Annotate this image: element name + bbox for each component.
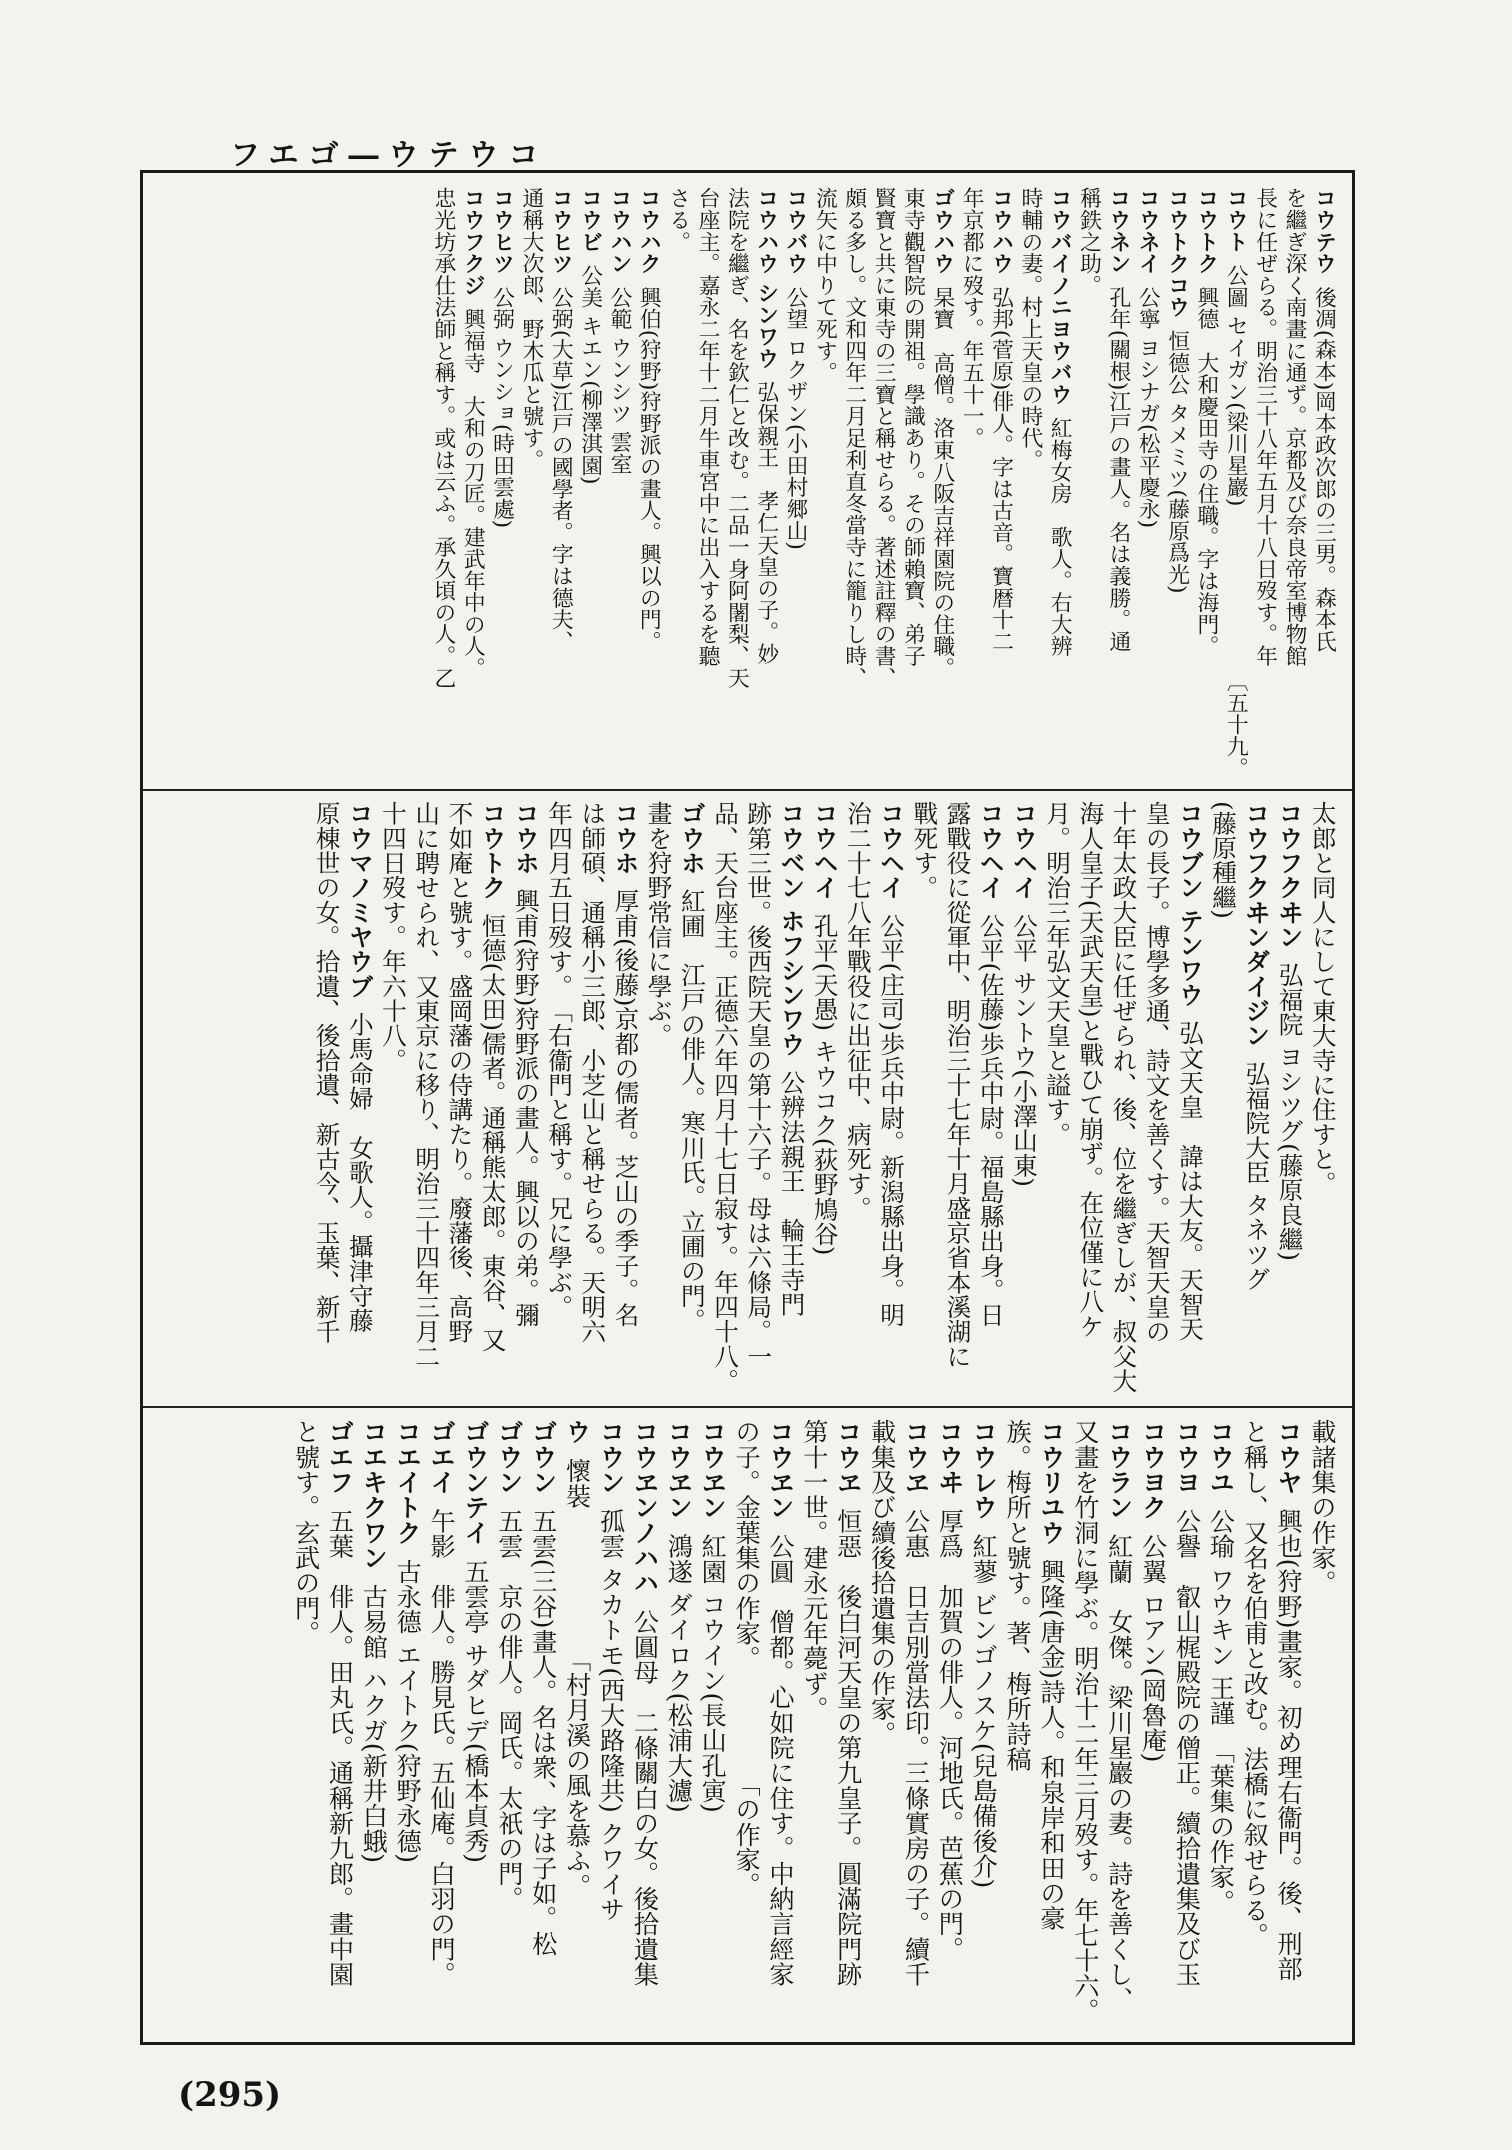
entry-text: 長に任ぜらる。明治三十八年五月十八日歿す。年 [1252,187,1278,667]
entry-column [389,1419,423,2004]
entry-text: 載集及び續後拾遺集の作家。 [866,1419,896,1747]
entry-text: 皇の長子。博學多通、詩文を善くす。天智天皇の [1141,801,1171,1344]
running-head: フエゴ―ウテウコ [230,138,549,173]
entry-headword: コウテウ [1311,187,1337,275]
entry-column [873,801,906,1363]
entry-headword: コウヱ [900,1419,930,1495]
entry-column [428,187,457,689]
entry-column [1162,187,1191,683]
entry-column [728,1419,762,2004]
entry-column [575,187,604,683]
entry-column [288,1419,322,2004]
entry-text: 露戰役に從軍中、明治三十七年十月盛京省本溪湖に [942,801,971,1369]
entry-headword: コウヱンノハハ [629,1419,659,1596]
entry-headword: コエイトク [392,1419,422,1545]
entry-column [356,1419,390,2004]
entry-text: 畫を狩野常信に學ぶ。 [643,801,672,1048]
entry-text: 時輔の妻。村上天皇の時代。 [1017,187,1043,471]
entry-column [973,801,1006,1363]
entry-text: 流矢に中りて死す。 [812,187,838,384]
entry-text: 賢寶と共に東寺の三寶と稱せらる。著述註釋の書、 [870,187,897,689]
entry-text: 載諸集の作家。 [1307,1419,1337,1596]
entry-text: 公圖 セイガン(梁川星巖) 〔五十九。 [1223,264,1249,779]
entry-column [516,187,545,683]
entry-text: 公譽 叡山梶殿院の僧正。續拾遺集及び玉 [1171,1508,1201,1987]
entry-column [375,801,408,1363]
entry-column [1033,1419,1067,2004]
entry-text: 族。梅所と號す。著、梅所詩稿 [1002,1419,1032,1772]
entry-column [906,801,939,1363]
entry-text: 恒德(太田)儒者。通稱熊太郎。東谷、又 [477,913,506,1352]
entry-column [525,1419,559,2004]
entry-column [1133,187,1162,683]
entry-column [807,801,840,1363]
entry-headword: コウヘイ [1008,801,1038,900]
band-divider [143,789,1352,791]
entry-text: 原棟世の女。拾遺、後拾遺、新古今、玉葉、新千 [311,801,340,1344]
entry-text: 厚甫(後藤)京都の儒者。芝山の季子。名 [610,888,639,1328]
entry-column [927,187,956,683]
entry-column [322,1419,356,2004]
entry-text: 弘邦(菅原)俳人。字は古音。寶暦十二 [988,286,1014,653]
entry-column [898,1419,932,2004]
entry-text: 十年太政大臣に任ぜられ、後、位を繼ぎしが、叔父大 [1108,801,1137,1393]
entry-column [309,801,342,1363]
entry-column [1074,187,1103,683]
entry-text: 太郎と同人にして東大寺に住すと。 [1307,801,1337,1196]
entry-headword: コウベン ホフシンワウ [776,801,805,1057]
entry-column [796,1419,830,2004]
entry-column [1106,801,1139,1393]
entry-column [940,801,973,1369]
entry-headword: コウヒツ [548,187,574,275]
entry-column [1272,801,1305,1363]
entry-column [607,801,640,1363]
entry-column [1039,801,1072,1363]
entry-text: 紅蘭 女傑。梁川星巖の妻。詩を善くし、 [1103,1533,1133,2012]
entry-headword: コウブン テンワウ [1174,801,1204,1007]
entry-text: 公圓母 二條關白の女。後拾遺集 [629,1608,659,1987]
entry-text: 台座主。嘉永二年十二月牛車宮中に出入するを聽 [694,187,721,667]
entry-text: 興伯(狩野)狩野派の畫人。興以の門。 [636,286,662,653]
entry-text: 恒德公 タメミツ(藤原爲光) [1164,329,1190,594]
entry-text: 通稱大次郎、野木瓜と號す。 [518,187,544,471]
middle-band-text [309,801,1338,1393]
entry-text: 興福寺 大和の刀匠。建武年中の人。 [460,307,486,679]
entry-text: 興甫(狩野)狩野派の畫人。興以の弟。彌 [510,888,540,1328]
entry-text: 鴻遂 ダイロク(松浦大濾) [663,1533,693,1813]
entry-column [780,187,809,683]
entry-text: 孔年(關根)江戸の畫人。名は義勝。通 [1105,286,1131,653]
entry-column [574,801,607,1363]
entry-headword: コウヨク [1137,1419,1167,1520]
entry-column [1202,1419,1236,2004]
entry-text: 又畫を竹洞に學ぶ。明治十二年三月歿す。年七十六。 [1069,1419,1099,2023]
entry-headword: コウハン [606,187,632,275]
entry-headword: コウリユウ [1036,1419,1066,1545]
entry-headword: コウレウ [968,1419,998,1520]
entry-text: 興也(狩野)畫家。初め理右衞門。後、刑部 [1273,1508,1303,1981]
entry-headword: コウヘイ [875,801,905,900]
entry-column [342,801,375,1363]
entry-column [641,801,674,1363]
entry-headword: コウホ [610,801,639,875]
entry-text: 後凋(森本)岡本政次郎の三男。森本氏 [1311,286,1337,653]
entry-column [1072,801,1105,1363]
entry-text: 十四日歿す。年六十八。 [377,801,407,1073]
entry-text: 午影 俳人。勝見氏。五仙庵。白羽の門。 [426,1508,456,1987]
entry-headword: コウネイ [1135,187,1161,275]
entry-headword: コウヒツ [489,187,515,275]
entry-text: 五葉 俳人。田丸氏。通稱新九郎。畫中園 [324,1508,354,1987]
entry-column [663,187,692,683]
entry-text: 山に聘せられ、又東京に移り、明治三十四年三月二 [411,801,440,1369]
entry-column [774,801,807,1363]
entry-headword: コウハウ シンワウ [753,187,779,370]
entry-text: 厚爲 加賀の俳人。河地氏。芭蕉の門。 [934,1508,964,1962]
entry-headword: コウトク [477,801,506,900]
entry-column [634,187,663,683]
entry-text: 弘福院大臣 タネツグ [1241,1061,1270,1292]
entry-text: 年京都に歿す。年五十一。 [958,187,985,449]
entry-column [475,801,508,1363]
entry-column [604,187,633,683]
entry-text: 公弼 ウンショ(時田雲處) [489,286,515,529]
entry-column [593,1419,627,2004]
entry-text: さる。 [665,187,691,253]
entry-text: 公望 ロクザン(小田村郷山) [782,286,809,550]
entry-column [1279,187,1308,683]
entry-text: と稱し、又名を伯甫と改む。法橋に叙せらる。 [1239,1419,1269,1948]
entry-column [722,187,751,689]
entry-column [830,1419,864,2004]
entry-text: 孤雲 タカトモ(西大路隆共) クワイサ [595,1508,625,1922]
entry-headword: ゴウン [493,1419,523,1495]
entry-headword: コウビ [577,187,603,253]
entry-column [810,187,839,683]
entry-text: 治二十七八年戰役に出征中、病死す。 [842,801,872,1221]
entry-column [491,1419,525,2004]
entry-column [457,1419,491,2004]
entry-column [408,801,441,1369]
page-number: (295) [178,2075,282,2115]
entry-text: 第十一世。建永元年薨ず。 [798,1419,828,1721]
entry-headword: コウバイノニヨウバウ [1047,187,1073,406]
entry-headword: コウバウ [782,187,809,275]
entry-text: 弘保親王 孝仁天皇の子。妙 [753,380,779,665]
entry-column [559,1419,593,2004]
entry-headword: ゴエフ [324,1419,354,1495]
entry-column [1139,801,1172,1363]
middle-band [163,801,1338,1393]
entry-column [1250,187,1279,683]
entry-text: 公平 サントウ(小澤山東) [1008,913,1038,1187]
entry-column [1304,1419,1338,2004]
entry-text: 頗る多し。文和四年二月足利直冬當寺に籠りし時、 [841,187,867,689]
entry-column [999,1419,1033,2004]
entry-headword: コウフクヰンダイジン [1241,801,1270,1048]
entry-column [423,1419,457,2004]
entry-text: 懷裝 「村月溪の風を慕ふ。 [561,1457,591,1899]
entry-text: 紅蓼 ビンゴノスケ(兒島備後介) [968,1533,998,1889]
entry-text: 弘文天皇 諱は大友。天智天 [1174,1020,1204,1342]
entry-column [762,1419,796,2004]
entry-column [1205,801,1238,1363]
entry-headword: ゴウハウ [929,187,955,275]
entry-headword: コウヘイ [809,801,839,900]
entry-text: 興隆(唐金)詩人。和泉岸和田の豪 [1036,1558,1066,1931]
entry-column [1006,801,1039,1363]
entry-column [692,187,721,683]
entry-text: 弘福院 ヨシツグ(藤原良繼) [1274,962,1303,1261]
entry-column [1309,187,1338,683]
entry-text: 公惠 日吉別當法印。三條實房の子。續千 [900,1508,930,1987]
entry-text: 跡第三世。後西院天皇の第十六子。母は六條局。一 [743,801,772,1369]
entry-headword: ゴエイ [426,1419,456,1495]
entry-column [1172,801,1205,1363]
entry-text: 公平(庄司)歩兵中尉。新潟縣出身。明 [875,913,905,1328]
entry-column [707,801,740,1393]
entry-text: 公平(佐藤)歩兵中尉。福島縣出身。日 [975,913,1005,1328]
entry-headword: コウヤ [1273,1419,1303,1495]
entry-text: 公弼(大草)江戸の國學者。字は德夫、 [548,286,574,653]
entry-headword: コウハク [636,187,662,275]
entry-text: 五雲(三谷)畫人。名は衆、字は子如。松 [527,1508,557,1956]
entry-text: 小馬命婦 女歌人。攝津守藤 [344,1011,374,1333]
entry-column [487,187,516,683]
entry-column [441,801,474,1363]
entry-headword: コウヨ [1171,1419,1201,1495]
entry-text: 法院を繼ぎ、名を欽仁と改む。二品一身阿闍梨、天 [724,187,750,689]
entry-headword: コエキクワン [358,1419,388,1570]
entry-headword: コウユ [1205,1419,1235,1495]
entry-text: 公寧 ヨシナガ(松平慶永) [1135,286,1161,529]
entry-column [458,187,487,683]
entry-column [1103,187,1132,683]
entry-headword: コウヱン [663,1419,693,1520]
entry-column [740,801,773,1369]
entry-text: 古永德 エイトク(狩野永德) [392,1558,422,1864]
entry-column [674,801,707,1363]
entry-text: 東寺觀智院の開祖。學識あり。その師賴寶、弟子 [900,187,926,667]
entry-text: 公翼 ロアン(岡魯庵) [1137,1533,1167,1763]
entry-column [1101,1419,1135,2012]
entry-headword: ゴウンテイ [460,1419,490,1545]
entry-text: を繼ぎ深く南畫に通ず。京都及び奈良帝室博物館 [1281,187,1307,667]
entry-headword: コウヱ [832,1419,862,1495]
entry-text: 公瑜 ワウキン 王謹 「葉集の作家。 [1205,1508,1235,1915]
band-divider [143,1406,1352,1408]
entry-text: 公美 キエン(柳澤淇園) [577,264,603,485]
entry-column [660,1419,694,2004]
entry-headword: ウ [561,1419,591,1445]
entry-text: 月。明治三年弘文天皇と謚す。 [1042,801,1071,1147]
entry-column [965,1419,999,2004]
entry-headword: コウマノミヤウブ [344,801,374,999]
entry-text: 杲寶 高僧。洛東八阪吉祥園院の住職。 [929,286,955,679]
entry-headword: コウン [595,1419,625,1495]
entry-column [986,187,1015,683]
entry-column [931,1419,965,2004]
entry-column [898,187,927,683]
entry-text: 古易館 ハクガ(新井白蛾) [358,1583,388,1864]
entry-column [694,1419,728,2004]
entry-text: 紅圃 江戸の俳人。寒川氏。立圃の門。 [676,888,706,1333]
entry-text: 恒惡 後白河天皇の第九皇子。圓滿院門跡 [832,1508,862,1987]
entry-column [840,801,873,1363]
entry-text: 稱鉄之助。 [1076,187,1102,297]
entry-headword: コウフクヰン [1274,801,1303,949]
entry-headword: ゴウン [527,1419,557,1495]
entry-headword: コウヱン [697,1419,727,1520]
entry-headword: ゴウホ [676,801,706,875]
entry-headword: コウラン [1103,1419,1133,1520]
entry-headword: コウヱン [764,1419,795,1520]
entry-column [1067,1419,1101,2023]
entry-text: 孔平(天愚) キウコク(荻野鳩谷) [809,913,839,1256]
entry-column [1305,801,1338,1363]
entry-text: 不如庵と號す。盛岡藩の侍講たり。廢藩後、高野 [444,801,473,1344]
entry-column [627,1419,661,2004]
entry-column [508,801,541,1363]
entry-text: 興德 大和慶田寺の住職。字は海門。 [1193,286,1219,657]
entry-column [1221,187,1250,779]
lower-band-text [288,1419,1338,2023]
entry-headword: コウハウ [988,187,1014,275]
entry-column [1191,187,1220,683]
entry-text: 海人皇子(天武天皇)と戰ひて崩ず。在位僅に八ケ [1075,801,1104,1339]
entry-headword: コウヘイ [975,801,1005,900]
page-frame [140,170,1355,2045]
entry-column [864,1419,898,2004]
entry-headword: コウトクコウ [1164,187,1190,318]
entry-headword: コウヰ [934,1419,964,1495]
entry-text: 公圓 僧都。心如院に住す。中納言經家 [764,1533,795,1987]
entry-column [1238,801,1271,1363]
entry-headword: コウト [1223,187,1249,253]
entry-column [868,187,897,689]
entry-column [1270,1419,1304,2004]
entry-text: の子。金葉集の作家。 「の作家。 [731,1419,761,1898]
entry-text: 品、天台座主。正德六年四月十七日寂す。年四十八。 [709,801,739,1393]
entry-column [546,187,575,683]
entry-text: 戰死す。 [909,801,938,900]
entry-column [1045,187,1074,683]
entry-headword: コウネン [1105,187,1131,275]
entry-column [1135,1419,1169,2004]
entry-column [956,187,985,683]
entry-text: 紅園 コウイン(長山孔寅) [697,1533,727,1813]
entry-headword: コウトク [1193,187,1219,275]
entry-column [751,187,780,683]
entry-text: 忠光坊承仕法師と稱す。或は云ふ。承久頃の人。乙 [430,187,456,689]
entry-column [1236,1419,1270,2004]
entry-text: 紅梅女房 歌人。右大辨 [1047,416,1073,657]
entry-text: 公範 ウンシツ 雲室 [606,286,632,475]
entry-headword: コウホ [510,801,540,875]
lower-band [163,1419,1338,2023]
entry-text: 五雲亭 サダヒデ(橋本貞秀) [460,1558,490,1864]
upper-band [163,187,1338,779]
entry-text: 公辨法親王 輪王寺門 [776,1069,805,1317]
entry-text: 五雲 京の俳人。岡氏。太祇の門。 [493,1508,523,1911]
entry-text: 年四月五日歿す。 「右衞門と稱す。兄に學ぶ。 [543,801,573,1319]
entry-text: は師碩、通稱小三郎、小芝山と稱せらる。天明六 [577,801,606,1344]
entry-text: と號す。玄武の門。 [290,1419,320,1646]
entry-text: (藤原種繼) [1208,801,1237,919]
entry-column [1015,187,1044,683]
entry-column [541,801,574,1363]
entry-headword: コウフクジ [460,187,486,297]
entry-column [1169,1419,1203,2004]
entry-column [839,187,868,689]
upper-band-text [428,187,1338,779]
